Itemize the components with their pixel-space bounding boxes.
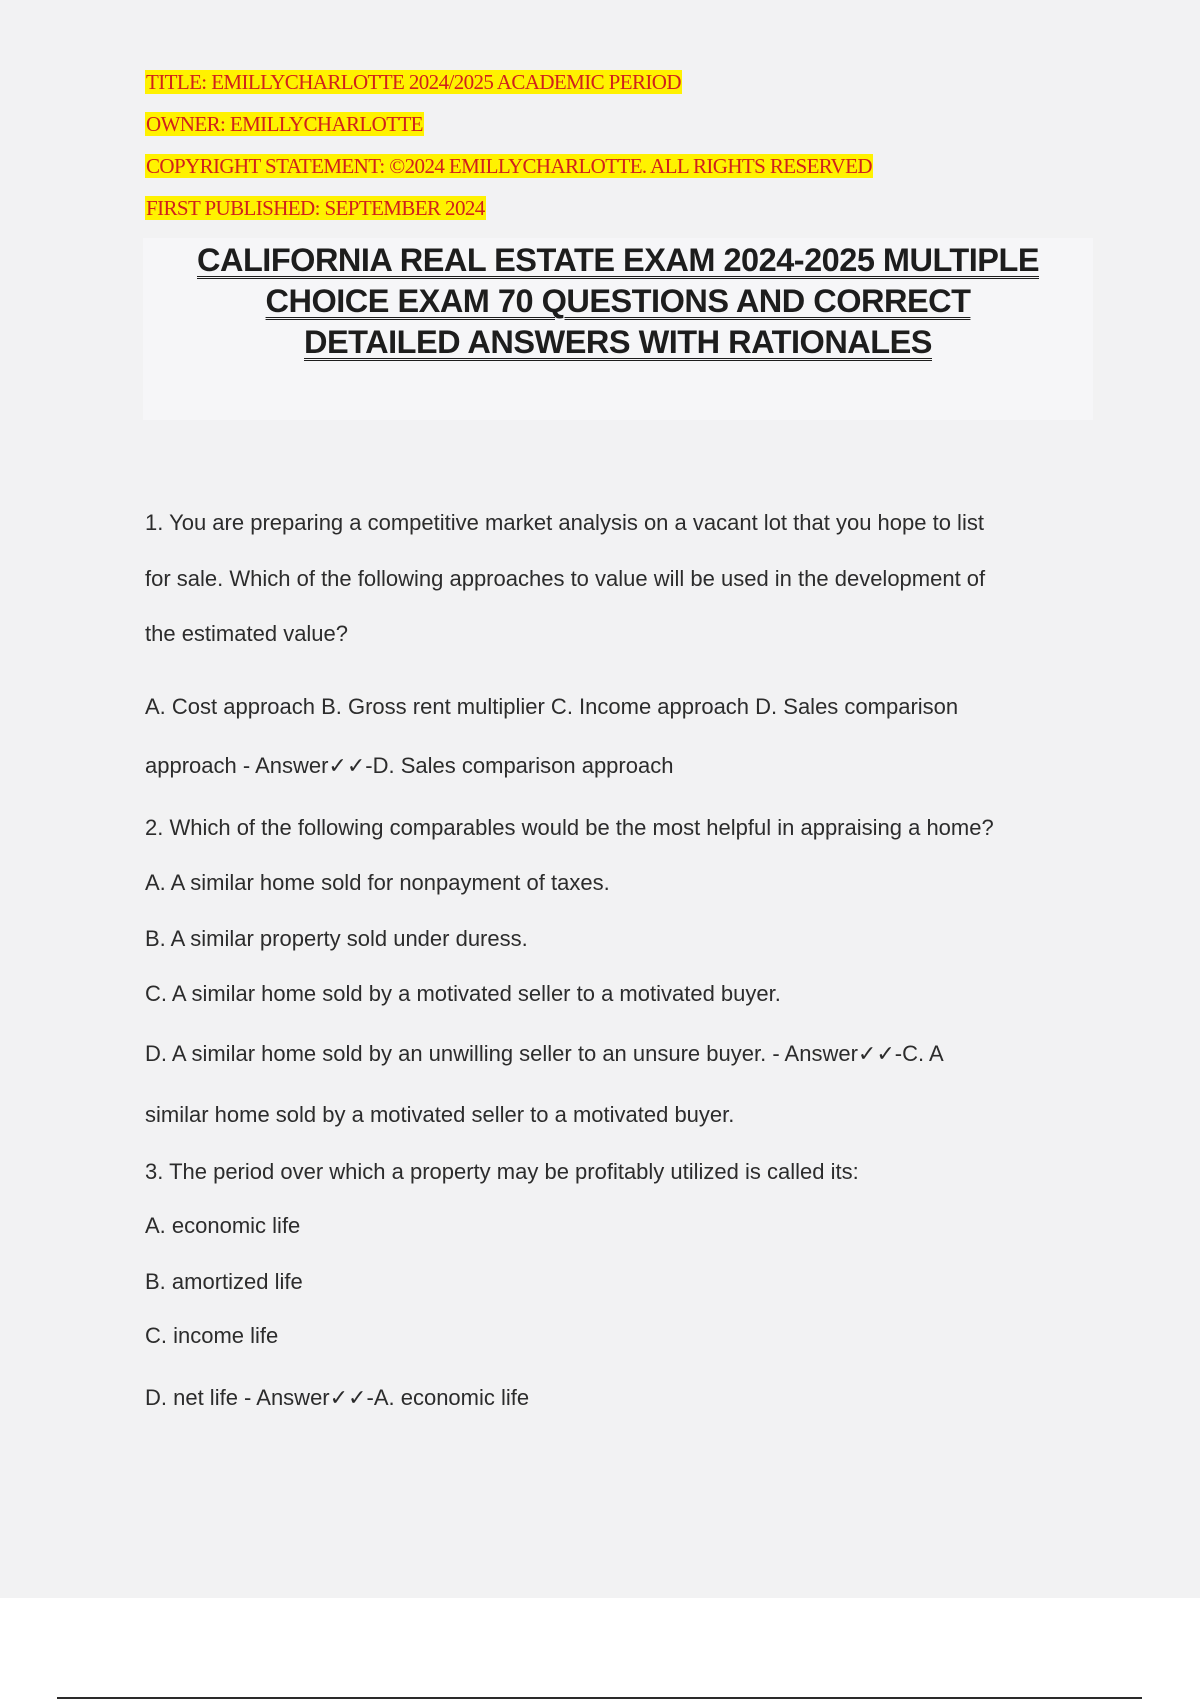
heading-line-2: CHOICE EXAM 70 QUESTIONS AND CORRECT: [265, 283, 971, 319]
question-1-answer: approach - Answer✓✓-D. Sales comparison approach: [145, 753, 674, 778]
question-2-answer-cont: similar home sold by a motivated seller to a motivated buyer.: [145, 1102, 735, 1127]
meta-copyright: COPYRIGHT STATEMENT: ©2024 EMILLYCHARLOTTE. ALL RIGHTS RESERVED: [146, 154, 872, 178]
document-heading: [143, 238, 1093, 363]
heading-line-1: CALIFORNIA REAL ESTATE EXAM 2024-2025 MULTIPLE: [197, 242, 1039, 278]
question-2-option-d-answer: D. A similar home sold by an unwilling seller to an unsure buyer. - Answer✓✓-C. A: [145, 1041, 944, 1066]
footer-divider: [57, 1697, 1142, 1699]
question-3-option-d-answer: D. net life - Answer✓✓-A. economic life: [145, 1385, 530, 1410]
meta-owner: OWNER: EMILLYCHARLOTTE: [146, 112, 423, 136]
question-3-option-a: A. economic life: [145, 1213, 301, 1238]
question-1-stem-line-1: 1. You are preparing a competitive market analysis on a vacant lot that you hope to list: [145, 510, 984, 535]
question-2-option-c: C. A similar home sold by a motivated seller to a motivated buyer.: [145, 981, 781, 1006]
question-1-stem-line-3: the estimated value?: [145, 621, 349, 646]
document-title-box: [143, 238, 1093, 420]
question-2-option-a: A. A similar home sold for nonpayment of taxes.: [145, 870, 610, 895]
meta-title: TITLE: EMILLYCHARLOTTE 2024/2025 ACADEMIC PERIOD: [146, 70, 681, 94]
question-3-option-c: C. income life: [145, 1323, 279, 1348]
question-2-option-b: B. A similar property sold under duress.: [145, 926, 528, 951]
question-1-options: A. Cost approach B. Gross rent multiplier C. Income approach D. Sales comparison: [145, 694, 959, 719]
meta-published: FIRST PUBLISHED: SEPTEMBER 2024: [146, 196, 485, 220]
question-2-stem: 2. Which of the following comparables would be the most helpful in appraising a home?: [145, 815, 994, 840]
heading-line-3: DETAILED ANSWERS WITH RATIONALES: [304, 324, 932, 360]
question-3-option-b: B. amortized life: [145, 1269, 303, 1294]
question-3-stem: 3. The period over which a property may be profitably utilized is called its:: [145, 1159, 859, 1184]
question-1-stem-line-2: for sale. Which of the following approaches to value will be used in the development of: [145, 566, 986, 591]
